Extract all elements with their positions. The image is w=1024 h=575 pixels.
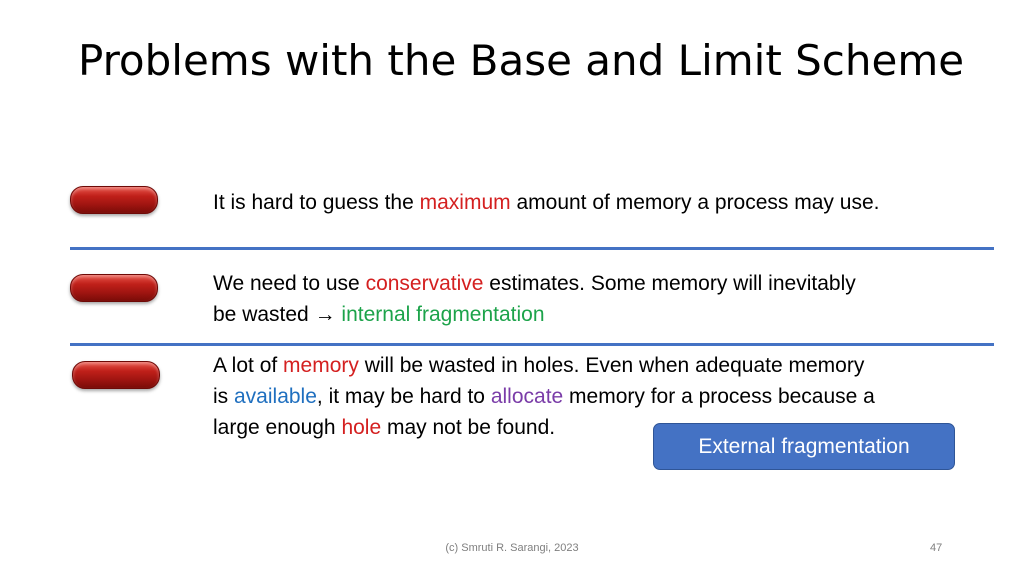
highlight-memory: memory — [283, 354, 359, 377]
text-segment: large enough — [213, 416, 342, 439]
text-segment: is — [213, 385, 234, 408]
highlight-allocate: allocate — [490, 385, 564, 408]
bullet-pill-2 — [70, 274, 158, 302]
arrow-right-icon: → — [314, 303, 336, 326]
highlight-conservative: conservative — [365, 272, 484, 295]
text-segment: , it may be hard to — [316, 385, 491, 408]
bullet-pill-3 — [72, 361, 160, 389]
bullet-text-1 — [213, 187, 973, 218]
text-segment: estimates. Some memory will inevitably — [483, 272, 856, 295]
text-segment: be wasted — [213, 303, 315, 326]
footer-copyright: (c) Smruti R. Sarangi, 2023 — [445, 542, 579, 554]
highlight-hole: hole — [341, 416, 382, 439]
highlight-maximum: maximum — [419, 191, 511, 214]
text-line — [213, 268, 973, 299]
text-line — [213, 299, 973, 330]
text-segment: It is hard to guess the — [213, 191, 420, 214]
separator-line-1 — [70, 247, 994, 250]
text-segment: We need to use — [213, 272, 366, 295]
text-segment: A lot of — [213, 354, 284, 377]
bullet-pill-1 — [70, 186, 158, 214]
text-segment: may not be found. — [381, 416, 556, 439]
separator-line-2 — [70, 343, 994, 346]
text-line — [213, 381, 973, 412]
external-fragmentation-badge: External fragmentation — [653, 423, 955, 470]
highlight-available: available — [234, 385, 317, 408]
page-number: 47 — [930, 542, 943, 554]
bullet-text-2 — [213, 268, 973, 330]
highlight-internal-fragmentation: internal fragmentation — [341, 303, 545, 326]
text-line — [213, 350, 973, 381]
text-segment: will be wasted in holes. Even when adequate memory — [358, 354, 865, 377]
text-segment: memory for a process because a — [563, 385, 875, 408]
slide-title: Problems with the Base and Limit Scheme — [78, 36, 965, 85]
text-segment: amount of memory a process may use. — [510, 191, 880, 214]
